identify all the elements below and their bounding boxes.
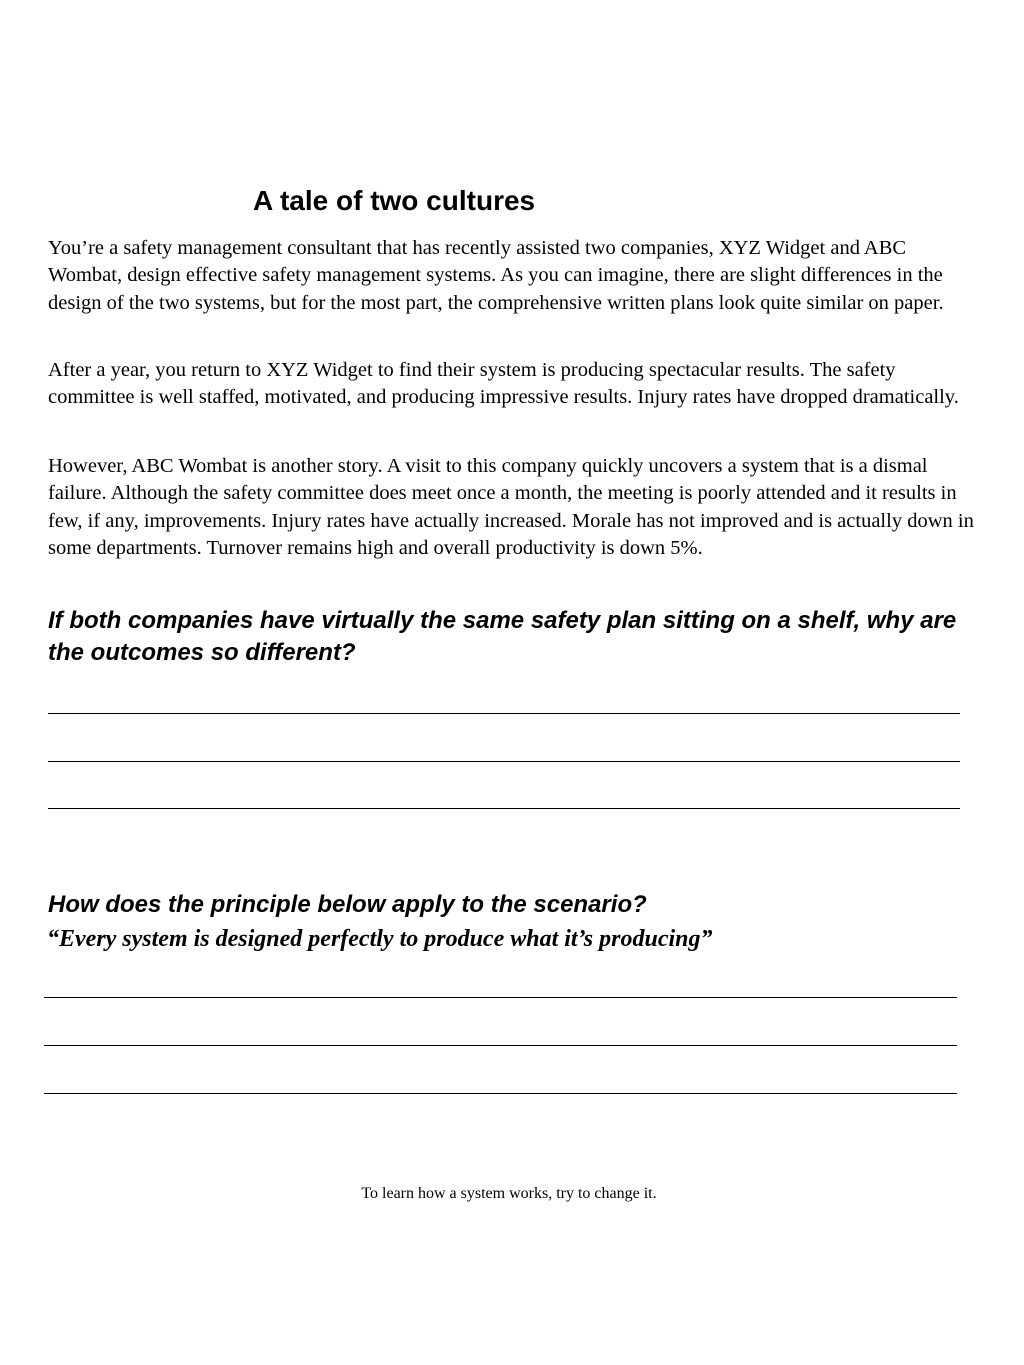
footer-quote: To learn how a system works, try to change it. <box>361 1185 657 1202</box>
scenario-paragraph-abc: However, ABC Wombat is another story. A visit to this company quickly uncovers a system that is a dismal failure. Although the safety committee does meet once a month, the meeting is poorly attended and it results in few, if any, improvements. Injury rates have actually increased. Morale has not improved and is actually down in some departments. Turnover remains high and overall productivity is down 5%. <box>48 455 974 559</box>
answer-line-q2-1 <box>44 997 957 998</box>
scenario-paragraph-intro: You’re a safety management consultant that has recently assisted two companies, XYZ Widget and ABC Wombat, design effective safety management systems. As you can imagine, there are slight differences in the design of the two systems, but for the most part, the comprehensive written plans look quite similar on paper. <box>48 237 944 314</box>
question-one: If both companies have virtually the same safety plan sitting on a shelf, why are the outcomes so different? <box>48 607 957 666</box>
answer-line-q1-3 <box>48 808 960 809</box>
scenario-paragraph-xyz: After a year, you return to XYZ Widget to find their system is producing spectacular results. The safety committee is well staffed, motivated, and producing impressive results. Injury rates have dropped dramatically. <box>48 359 959 409</box>
principle-quote: “Every system is designed perfectly to produce what it’s producing” <box>47 926 713 952</box>
page-title: A tale of two cultures <box>253 185 536 216</box>
answer-line-q1-2 <box>48 761 960 762</box>
answer-line-q1-1 <box>48 713 960 714</box>
question-two: How does the principle below apply to the scenario? <box>48 891 647 918</box>
answer-line-q2-2 <box>44 1045 957 1046</box>
answer-line-q2-3 <box>44 1093 957 1094</box>
